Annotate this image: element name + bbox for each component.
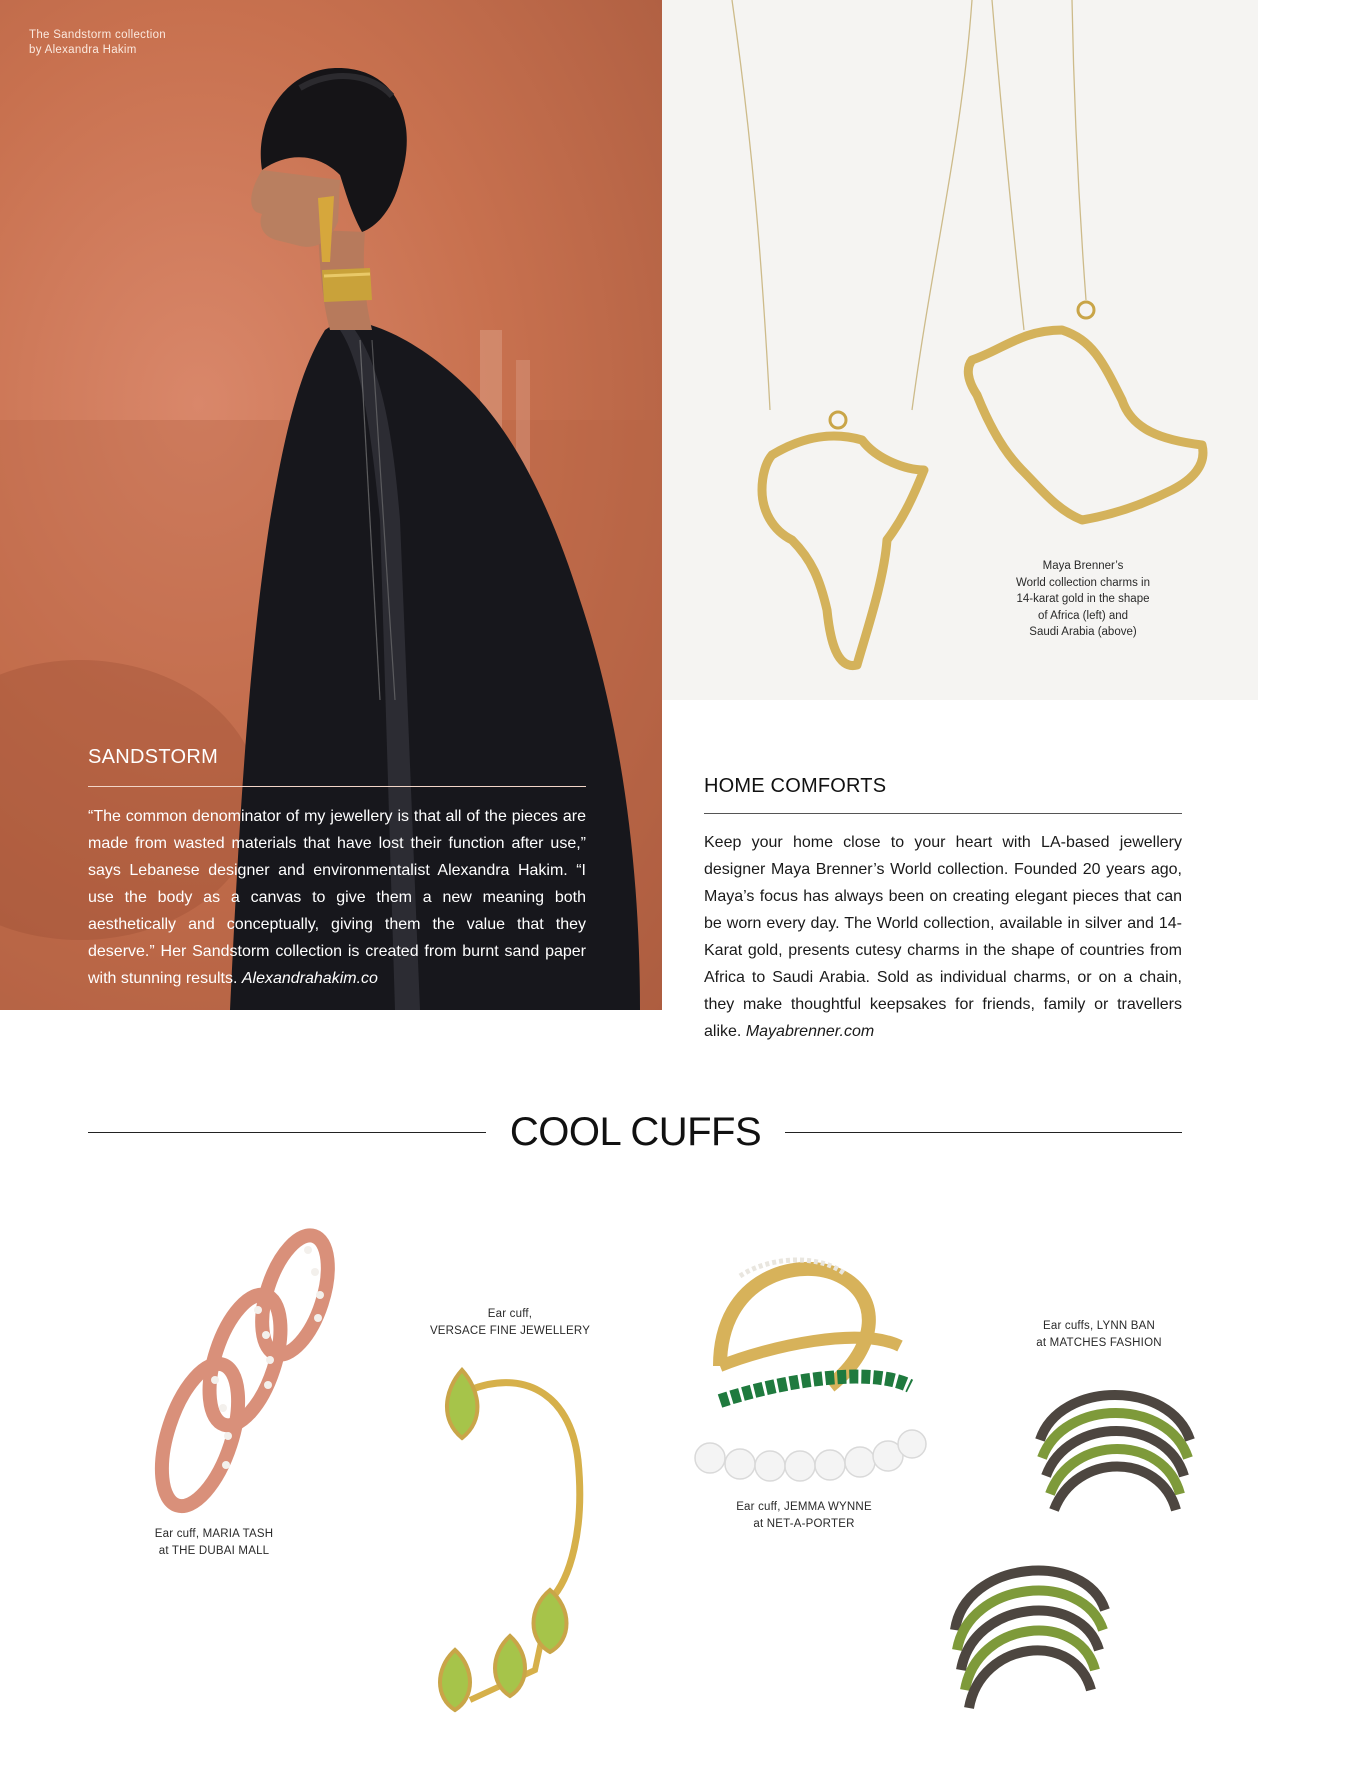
caption-line: Saudi Arabia (above) <box>1029 626 1137 638</box>
cuffs-divider-left <box>88 1132 486 1133</box>
rose-gold-cuff-icon <box>140 1220 350 1530</box>
jemma-wynne-ear-cuff-image <box>680 1236 930 1496</box>
sandstorm-body <box>88 803 586 992</box>
emerald-pearl-cuff-icon <box>680 1236 930 1496</box>
caption-line: 14-karat gold in the shape <box>1016 593 1150 605</box>
home-comforts-body <box>704 829 1182 1045</box>
lynn-ban-ear-cuff-image-2 <box>935 1540 1125 1720</box>
sandstorm-divider <box>88 786 586 787</box>
caption-line: at THE DUBAI MALL <box>158 1544 270 1557</box>
caption-line: at NET-A-PORTER <box>753 1517 855 1530</box>
sandstorm-photo <box>0 0 662 1010</box>
home-comforts-heading: HOME COMFORTS <box>704 775 887 797</box>
sandstorm-link[interactable]: Alexandrahakim.co <box>241 970 378 987</box>
caption-line: Ear cuffs, LYNN BAN <box>1042 1320 1156 1332</box>
caption-line: World collection charms in <box>1015 576 1150 589</box>
lynn-ban-ear-cuff-image-1 <box>1020 1370 1210 1530</box>
necklace-caption <box>983 558 1183 641</box>
caption-line: VERSACE FINE JEWELLERY <box>429 1324 591 1337</box>
caption-line: Maya Brenner’s <box>1042 560 1124 572</box>
sandstorm-heading: SANDSTORM <box>88 746 219 768</box>
product-caption <box>704 1499 904 1532</box>
home-comforts-body-text: Keep your home close to your heart with LA-based jewellery designer Maya Brenner’s World collection. Founded 20 years ago, Maya’s focus has always been on creating elegant pieces that can be worn every day. The World collection, available in silver and 14-Karat gold, presents cutesy charms in the shape of countries from Africa to Saudi Arabia. Sold as individual charms, or on a chain, they make thoughtful keepsakes for friends, family or travellers alike. <box>704 834 1182 1040</box>
photo-caption-line: by Alexandra Hakim <box>29 44 137 56</box>
home-comforts-divider <box>704 813 1182 814</box>
striped-cuff-icon <box>1020 1370 1210 1530</box>
caption-line: Ear cuff, <box>487 1308 533 1320</box>
home-comforts-link[interactable]: Mayabrenner.com <box>745 1023 875 1040</box>
product-caption <box>114 1526 314 1559</box>
striped-cuff-icon <box>935 1540 1125 1720</box>
caption-line: of Africa (left) and <box>1037 609 1129 622</box>
cuffs-divider-right <box>785 1132 1182 1133</box>
product-caption <box>999 1318 1199 1351</box>
product-caption <box>410 1306 610 1339</box>
sandstorm-body-text: “The common denominator of my jewellery is that all of the pieces are made from wasted materials that have lost their function after use,” says Lebanese designer and environmentalist Alexandra Hakim. “I use the body as a canvas to give them a new meaning both aesthetically and conceptually, giving them the value that they deserve.” Her Sandstorm collection is created from burnt sand paper with stunning results. <box>88 808 586 987</box>
africa-charm-icon <box>762 412 924 666</box>
saudi-arabia-charm-icon <box>968 302 1203 520</box>
maria-tash-ear-cuff-image <box>140 1220 350 1530</box>
cool-cuffs-title: COOL CUFFS <box>509 1110 762 1154</box>
caption-line: at MATCHES FASHION <box>1036 1336 1162 1349</box>
photo-caption-line: The Sandstorm collection <box>29 29 166 41</box>
photo-caption <box>29 28 229 58</box>
peridot-cuff-icon <box>400 1350 630 1720</box>
caption-line: Ear cuff, JEMMA WYNNE <box>736 1501 872 1513</box>
caption-line: Ear cuff, MARIA TASH <box>154 1528 274 1540</box>
versace-ear-cuff-image <box>400 1350 630 1720</box>
